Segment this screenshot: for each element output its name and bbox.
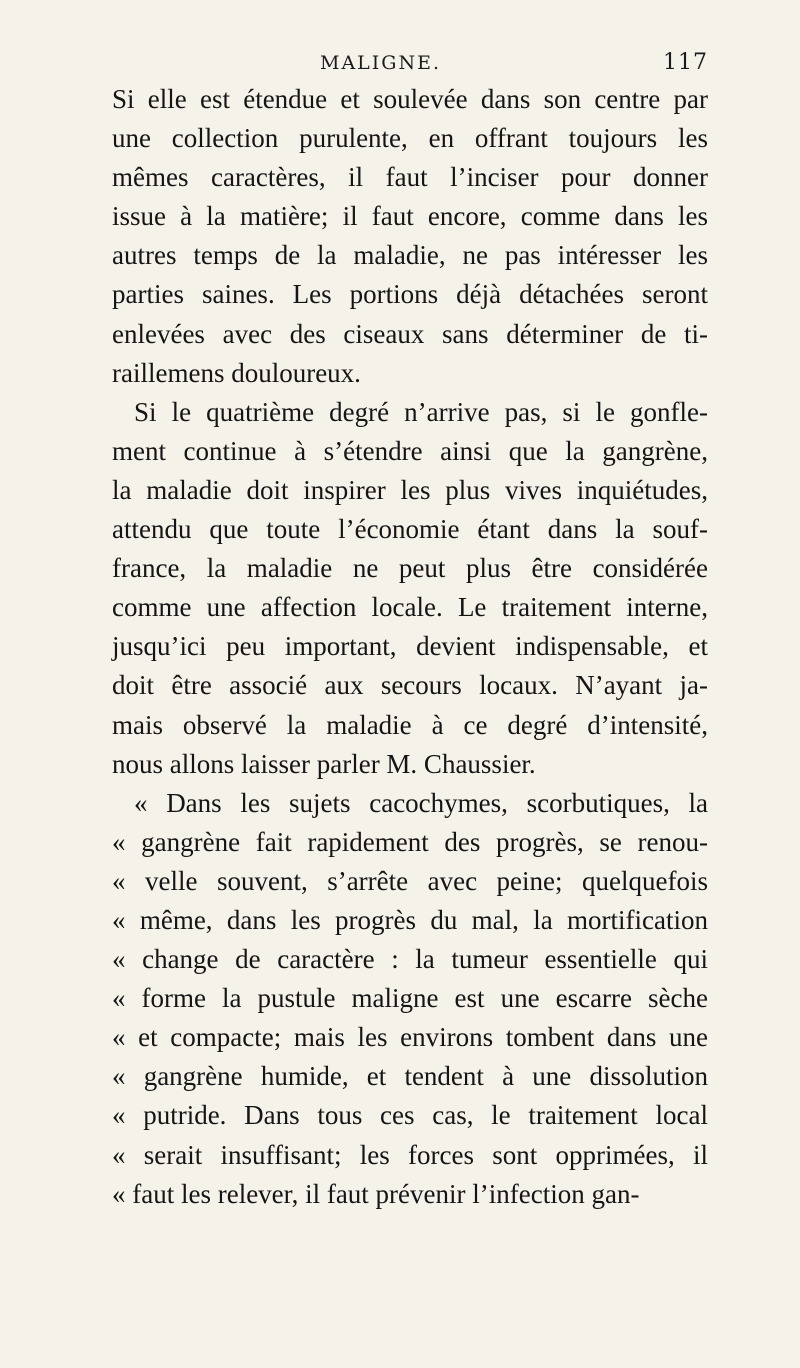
text-line: raillemens douloureux. xyxy=(112,357,361,388)
text-line: « change de caractère : la tumeur essentielle qui xyxy=(112,944,708,975)
text-line: « faut les relever, il faut prévenir l’infection gan- xyxy=(112,1178,640,1209)
text-line: mêmes caractères, il faut l’inciser pour donner xyxy=(112,162,708,193)
text-line: nous allons laisser parler M. Chaussier. xyxy=(112,748,536,779)
text-line: « velle souvent, s’arrête avec peine; quelquefois xyxy=(112,865,708,896)
text-line: ment continue à s’étendre ainsi que la gangrène, xyxy=(112,435,708,466)
text-line: france, la maladie ne peut plus être considérée xyxy=(112,553,708,584)
text-line: « putride. Dans tous ces cas, le traitement local xyxy=(112,1100,708,1131)
text-line: Si elle est étendue et soulevée dans son centre par xyxy=(112,84,708,114)
text-line: jusqu’ici peu important, devient indispensable, et xyxy=(112,631,708,662)
body-text xyxy=(112,80,708,1214)
text-line: « gangrène humide, et tendent à une dissolution xyxy=(112,1061,708,1092)
text-line: autres temps de la maladie, ne pas intéresser les xyxy=(112,240,708,271)
text-line: une collection purulente, en offrant toujours les xyxy=(112,123,708,154)
page-number: 117 xyxy=(663,50,708,75)
text-line: enlevées avec des ciseaux sans déterminer de ti- xyxy=(112,318,708,349)
text-line: Si le quatrième degré n’arrive pas, si le gonfle- xyxy=(134,396,708,427)
text-line: issue à la matière; il faut encore, comme dans les xyxy=(112,201,708,232)
text-line: attendu que toute l’économie étant dans la souf- xyxy=(112,514,708,545)
text-line: « gangrène fait rapidement des progrès, se renou- xyxy=(112,826,708,857)
text-line: parties saines. Les portions déjà détachées seront xyxy=(112,279,708,310)
text-line: « même, dans les progrès du mal, la mortification xyxy=(112,904,708,935)
text-line: « Dans les sujets cacochymes, scorbutiques, la xyxy=(134,787,708,818)
running-title: MALIGNE. xyxy=(320,52,442,74)
text-line: comme une affection locale. Le traitement interne, xyxy=(112,592,708,623)
text-line: « serait insuffisant; les forces sont opprimées, il xyxy=(112,1139,708,1170)
text-line: mais observé la maladie à ce degré d’intensité, xyxy=(112,709,708,740)
text-line: doit être associé aux secours locaux. N’ayant ja- xyxy=(112,670,708,701)
text-line: « forme la pustule maligne est une escarre sèche xyxy=(112,983,708,1014)
text-line: « et compacte; mais les environs tombent dans une xyxy=(112,1022,708,1053)
text-line: la maladie doit inspirer les plus vives inquiétudes, xyxy=(112,474,708,505)
